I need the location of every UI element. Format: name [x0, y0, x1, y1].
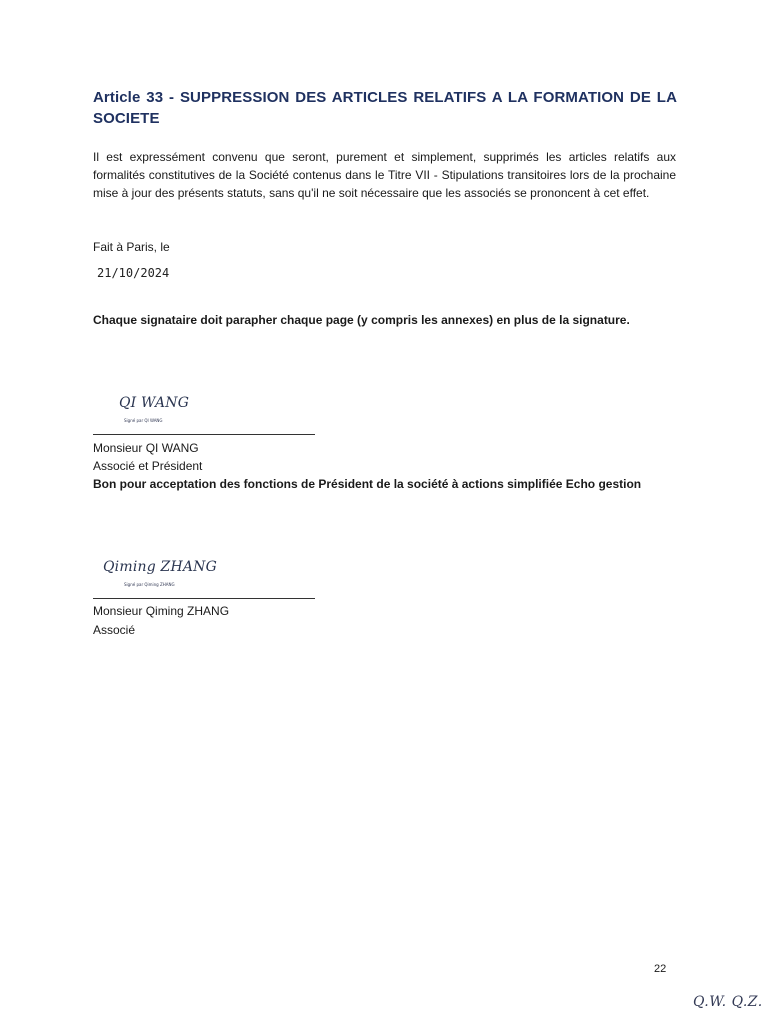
signer-name: Monsieur QI WANG: [93, 441, 199, 455]
made-at-label: Fait à Paris, le: [93, 240, 170, 254]
signature-line: [93, 434, 315, 435]
signature-image-qiming-zhang: Qiming ZHANG: [103, 559, 218, 575]
page-initials: Q.W. Q.Z.: [693, 994, 763, 1010]
acceptance-statement: Bon pour acceptation des fonctions de Président de la société à actions simplifiée Echo gestion: [93, 477, 642, 491]
signature-notice: Chaque signataire doit parapher chaque page (y compris les annexes) en plus de la signature.: [93, 313, 630, 327]
article-title: Article 33 - SUPPRESSION DES ARTICLES RELATIFS A LA FORMATION DE LA SOCIETE: [93, 89, 677, 127]
signature-caption-qi-wang: Signé par QI WANG: [124, 418, 163, 423]
signature-image-qi-wang: QI WANG: [119, 395, 190, 411]
signer-name: Monsieur Qiming ZHANG: [93, 604, 230, 618]
signature-caption-qiming-zhang: Signé par Qiming ZHANG: [124, 582, 175, 587]
date-field: 21/10/2024: [97, 266, 170, 280]
page-number: 22: [654, 963, 667, 975]
signer-role: Associé: [93, 623, 136, 637]
signature-line: [93, 598, 315, 599]
signer-role: Associé et Président: [93, 459, 203, 473]
article-body: Il est expressément convenu que seront, purement et simplement, supprimés les articles relatifs aux formalités constitutives de la Société contenus dans le Titre VII - Stipulations transitoires lors de la prochaine mise à jour des présents statuts, sans qu'il ne soit nécessaire que les associés se prononcent à cet effet.: [93, 150, 676, 201]
